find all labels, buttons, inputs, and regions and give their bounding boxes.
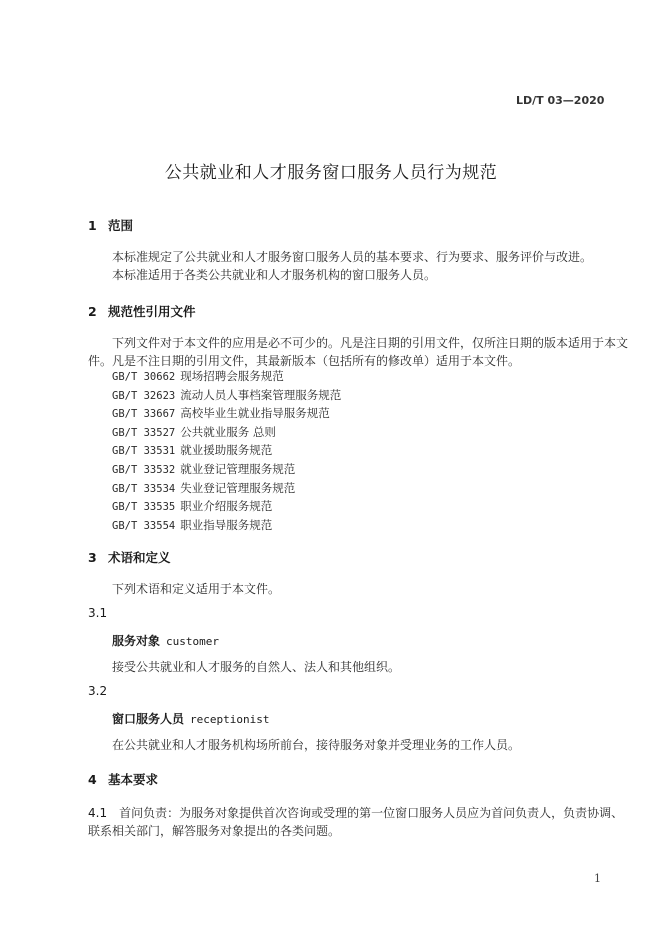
clause-4-1-line-1: [88, 804, 623, 821]
document-code: LD/T 03—2020: [516, 94, 605, 107]
section-title: 基本要求: [108, 772, 159, 787]
clause-4-1-line-2: 联系相关部门，解答服务对象提出的各类问题。: [88, 824, 341, 838]
section-number: 1: [88, 218, 97, 233]
section-4-heading: [88, 770, 158, 788]
page-number: 1: [594, 872, 601, 885]
section-3-heading: [88, 548, 171, 566]
section-3-intro: 下列术语和定义适用于本文件。: [112, 582, 281, 596]
clause-text: 首问负责：为服务对象提供首次咨询或受理的第一位窗口服务人员应为首问负责人，负责协调、: [119, 806, 624, 820]
term-3-2-definition: 在公共就业和人才服务机构场所前台，接待服务对象并受理业务的工作人员。: [112, 738, 521, 752]
page-title: 公共就业和人才服务窗口服务人员行为规范: [164, 163, 498, 183]
section-2-intro-line-2: 件。凡是不注日期的引用文件，其最新版本（包括所有的修改单）适用于本文件。: [88, 354, 521, 368]
term-3-2-title: [112, 710, 270, 727]
section-number: 3: [88, 550, 97, 565]
term-en: receptionist: [190, 713, 270, 726]
section-1-paragraph-2: 本标准适用于各类公共就业和人才服务机构的窗口服务人员。: [112, 268, 437, 282]
list-item: GB/T 33535 职业介绍服务规范: [112, 499, 273, 514]
section-2-intro-line-1: 下列文件对于本文件的应用是必不可少的。凡是注日期的引用文件，仅所注日期的版本适用于本文: [112, 336, 629, 350]
section-2-heading: [88, 302, 196, 320]
section-title: 术语和定义: [108, 550, 171, 565]
list-item: GB/T 33532 就业登记管理服务规范: [112, 461, 296, 476]
section-number: 4: [88, 772, 97, 787]
term-3-2-number: 3.2: [88, 684, 108, 698]
term-3-1-title: [112, 632, 219, 649]
list-item: GB/T 33667 高校毕业生就业指导服务规范: [112, 406, 330, 421]
section-1-heading: [88, 216, 133, 234]
term-3-1-number: 3.1: [88, 606, 108, 620]
section-number: 2: [88, 304, 97, 319]
list-item: GB/T 33527 公共就业服务 总则: [112, 424, 276, 439]
section-title: 规范性引用文件: [108, 304, 196, 319]
term-zh: 窗口服务人员: [112, 712, 185, 726]
list-item: GB/T 33534 失业登记管理服务规范: [112, 480, 296, 495]
list-item: GB/T 33531 就业援助服务规范: [112, 443, 273, 458]
section-1-paragraph-1: 本标准规定了公共就业和人才服务窗口服务人员的基本要求、行为要求、服务评价与改进。: [112, 250, 593, 264]
list-item: GB/T 33554 职业指导服务规范: [112, 517, 273, 532]
section-title: 范围: [108, 218, 134, 233]
list-item: GB/T 30662 现场招聘会服务规范: [112, 369, 284, 383]
list-item: GB/T 32623 流动人员人事档案管理服务规范: [112, 387, 342, 402]
clause-number: 4.1: [88, 806, 108, 820]
term-en: customer: [166, 635, 219, 648]
term-3-1-definition: 接受公共就业和人才服务的自然人、法人和其他组织。: [112, 660, 401, 674]
normative-reference-list: [112, 368, 341, 535]
term-zh: 服务对象: [112, 634, 161, 648]
